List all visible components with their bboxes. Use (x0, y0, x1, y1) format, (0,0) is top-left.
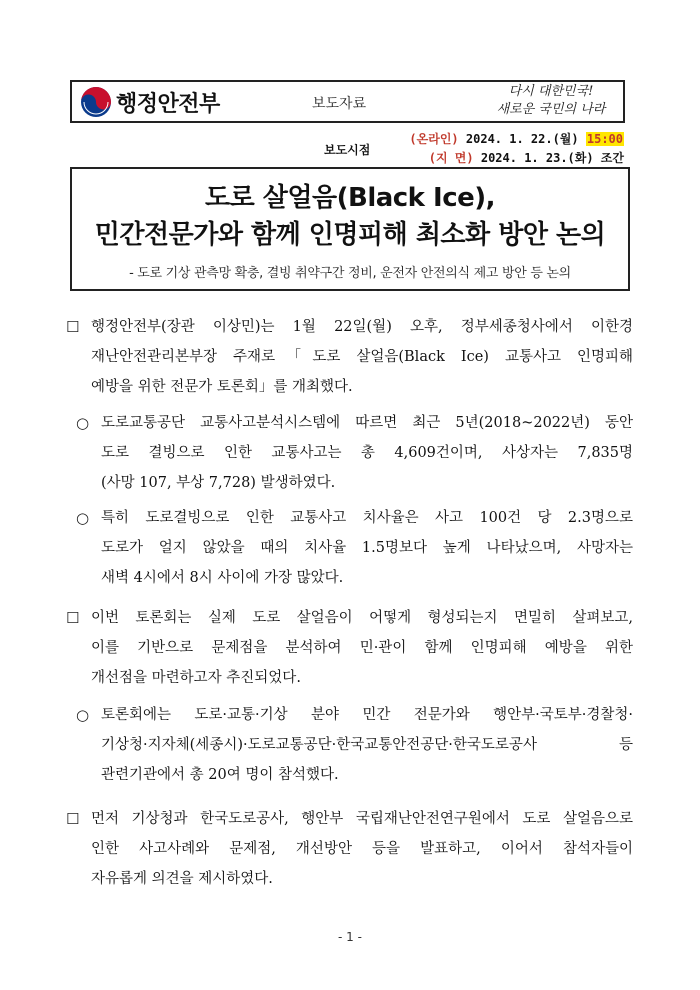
release-online-time: 15:00 (586, 132, 623, 146)
paragraph-line: 기상청·지자체(세종시)·도로교통공단·한국교통안전공단·한국도로공사 등 (101, 737, 633, 753)
paragraph-2a (101, 700, 633, 790)
paragraph-line: (사망 107, 부상 7,728) 발생하였다. (101, 475, 336, 491)
slogan-line-1: 다시 대한민국! (508, 84, 594, 99)
paragraph-1b (101, 503, 633, 593)
paragraph-line: 도로교통공단 교통사고분석시스템에 따르면 최근 5년(2018~2022년) 동안 (101, 415, 633, 431)
slogan-line-2: 새로운 국민의 나라 (496, 102, 606, 117)
paragraph-line: 행정안전부(장관 이상민)는 1월 22일(월) 오후, 정부세종청사에서 이한경 (91, 319, 633, 335)
title-line-2: 민간전문가와 함께 인명피해 최소화 방안 논의 (94, 220, 606, 250)
paragraph-line: 이를 기반으로 문제점을 분석하여 민·관이 함께 인명피해 예방을 위한 (91, 640, 633, 656)
square-bullet: ☐ (66, 810, 80, 828)
release-online-row (409, 130, 624, 147)
release-online-kind: (온라인) (409, 132, 459, 146)
paragraph-1a (101, 408, 633, 498)
circle-bullet: ○ (76, 414, 90, 432)
taegeuk-emblem-icon (80, 86, 112, 118)
logo-text: 행정안전부 (116, 92, 220, 117)
press-release-label: 보도자료 (312, 96, 367, 112)
square-bullet: ☐ (66, 318, 80, 336)
circle-bullet: ○ (76, 706, 90, 724)
paragraph-line: 먼저 기상청과 한국도로공사, 행안부 국립재난안전연구원에서 도로 살얼음으로 (91, 811, 633, 827)
paragraph-line: 재난안전관리본부장 주재로「도로 살얼음(Black Ice) 교통사고 인명피해 (91, 349, 633, 365)
paragraph-line: 도로 결빙으로 인한 교통사고는 총 4,609건이며, 사상자는 7,835명 (101, 445, 633, 461)
paragraph-3 (91, 804, 633, 894)
page-number: - 1 - (338, 930, 362, 944)
paragraph-line: 관련기관에서 총 20여 명이 참석했다. (101, 767, 339, 783)
paragraph-2 (91, 603, 633, 693)
title-line-1: 도로 살얼음(Black Ice), (204, 183, 496, 213)
release-label: 보도시점 (324, 143, 371, 157)
paragraph-line: 인한 사고사례와 문제점, 개선방안 등을 발표하고, 이어서 참석자들이 (91, 841, 633, 857)
paragraph-line: 예방을 위한 전문가 토론회」를 개최했다. (91, 379, 353, 395)
paragraph-line: 새벽 4시에서 8시 사이에 가장 많았다. (101, 570, 344, 586)
paragraph-line: 자유롭게 의견을 제시하였다. (91, 871, 273, 887)
release-paper-row (429, 149, 624, 166)
paragraph-line: 토론회에는 도로·교통·기상 분야 민간 전문가와 행안부·국토부·경찰청· (101, 707, 633, 723)
paragraph-line: 도로가 얼지 않았을 때의 치사율 1.5명보다 높게 나타났으며, 사망자는 (101, 540, 633, 556)
ministry-logo (80, 86, 230, 118)
release-paper-date: 2024. 1. 23.(화) 조간 (480, 151, 624, 165)
subtitle: - 도로 기상 관측망 확충, 결빙 취약구간 정비, 운전자 안전의식 제고 방안 등 논의 (129, 266, 571, 281)
header-box (70, 80, 625, 123)
paragraph-line: 개선점을 마련하고자 추진되었다. (91, 670, 301, 686)
slogan (491, 83, 611, 119)
release-paper-kind: (지 면) (428, 151, 474, 165)
title-box (70, 167, 630, 291)
paragraph-1 (91, 312, 633, 402)
paragraph-line: 특히 도로결빙으로 인한 교통사고 치사율은 사고 100건 당 2.3명으로 (101, 510, 633, 526)
square-bullet: ☐ (66, 609, 80, 627)
release-online-date: 2024. 1. 22.(월) (465, 132, 579, 146)
circle-bullet: ○ (76, 509, 90, 527)
paragraph-line: 이번 토론회는 실제 도로 살얼음이 어떻게 형성되는지 면밀히 살펴보고, (91, 610, 633, 626)
